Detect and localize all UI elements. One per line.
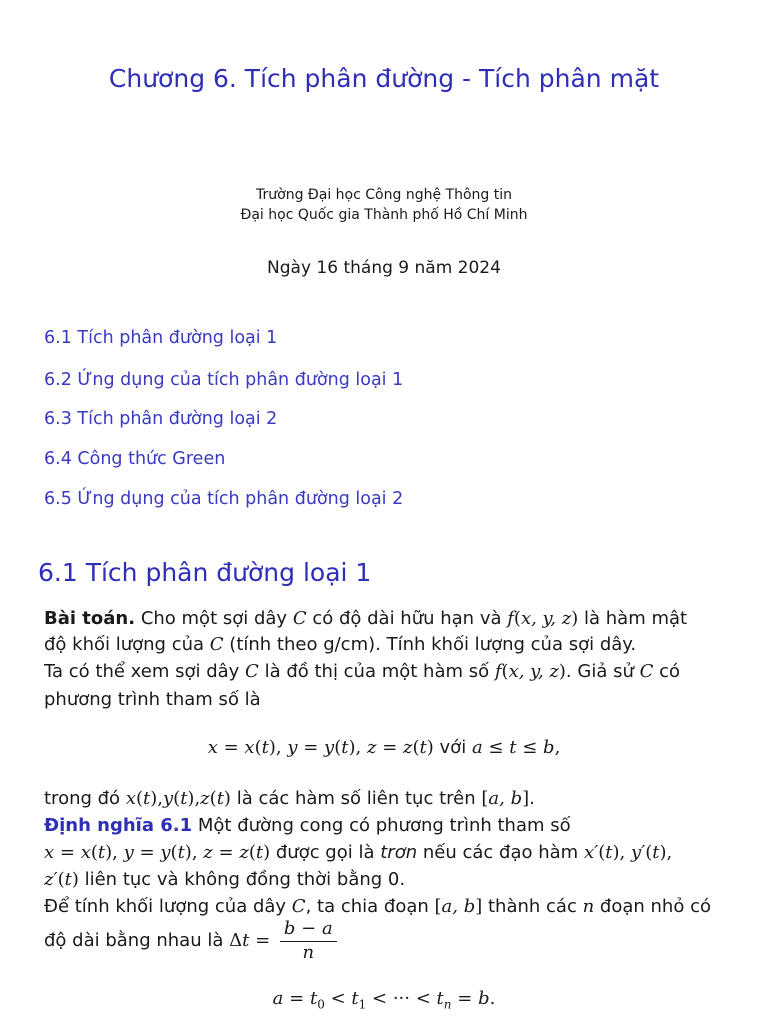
- problem-line-2: độ khối lượng của C (tính theo g/cm). Tính khối lượng của sợi dây.: [44, 634, 637, 655]
- toc-item-6-3[interactable]: 6.3 Tích phân đường loại 2: [44, 409, 278, 429]
- section-heading: 6.1 Tích phân đường loại 1: [38, 558, 372, 587]
- toc-item-6-5[interactable]: 6.5 Ứng dụng của tích phân đường loại 2: [44, 489, 404, 509]
- toc-item-6-4[interactable]: 6.4 Công thức Green: [44, 449, 226, 469]
- definition-line-2: x = x(t), y = y(t), z = z(t) được gọi là trơn nếu các đạo hàm x′(t), y′(t),: [44, 842, 673, 863]
- text-line-5: trong đó x(t),y(t),z(t) là các hàm số liên tục trên [a, b].: [44, 788, 535, 809]
- partition-equation: $a = t_0 < t_1$ < ··· < $t_n = b$.: [272, 988, 496, 1012]
- text-line-6: Để tính khối lượng của dây C, ta chia đoạn [a, b] thành các n đoạn nhỏ có: [44, 896, 711, 917]
- delta-t-fraction: $\frac{b - a}{n}$: [280, 918, 337, 964]
- document-date: Ngày 16 tháng 9 năm 2024: [267, 258, 501, 278]
- definition-line-3: z′(t) liên tục và không đồng thời bằng 0.: [44, 869, 406, 890]
- definition-label: Định nghĩa 6.1: [44, 815, 193, 836]
- page-title: Chương 6. Tích phân đường - Tích phân mặt: [108, 64, 660, 93]
- parametric-equation: x = x(t), y = y(t), z = z(t) với a ≤ t ≤ b,: [207, 737, 561, 758]
- text-line-4: phương trình tham số là: [44, 689, 261, 710]
- problem-label: Bài toán.: [44, 608, 136, 629]
- university-name: Đại học Quốc gia Thành phố Hồ Chí Minh: [240, 207, 528, 223]
- toc-item-6-1[interactable]: 6.1 Tích phân đường loại 1: [44, 328, 278, 348]
- text-line-7: độ dài bằng nhau là Δt = $\frac{b - a}{n}$: [44, 918, 337, 964]
- text-line-3: Ta có thể xem sợi dây C là đồ thị của một hàm số f(x, y, z). Giả sử C có: [44, 661, 681, 682]
- definition-line-1: Định nghĩa 6.1 Một đường cong có phương trình tham số: [44, 815, 571, 836]
- toc-item-6-2[interactable]: 6.2 Ứng dụng của tích phân đường loại 1: [44, 370, 404, 390]
- institution-name: Trường Đại học Công nghệ Thông tin: [256, 187, 512, 203]
- problem-line-1: Bài toán. Cho một sợi dây C có độ dài hữu hạn và f(x, y, z) là hàm mật: [44, 608, 688, 629]
